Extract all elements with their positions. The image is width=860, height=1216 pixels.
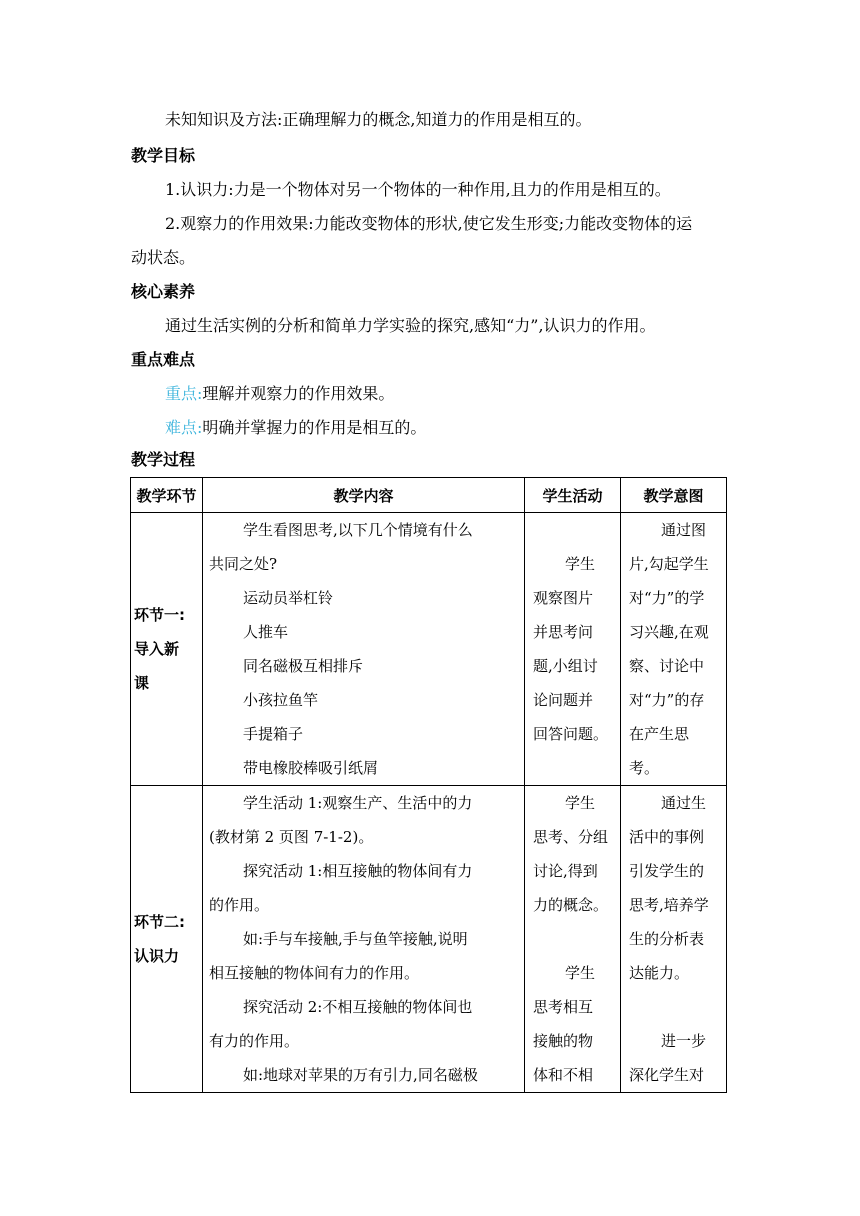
intent-line: 思考,培养学	[629, 896, 709, 914]
content-line: 学生看图思考,以下几个情境有什么	[243, 521, 473, 539]
objective-item-1: 1.认识力:力是一个物体对另一个物体的一种作用,且力的作用是相互的。	[165, 180, 671, 199]
intent-line: 达能力。	[629, 964, 690, 982]
intent-line: 通过生	[661, 794, 707, 812]
stage-text: 认识力	[134, 947, 180, 965]
content-line: (教材第 2 页图 7-1-2)。	[209, 828, 374, 846]
content-line: 共同之处?	[209, 555, 278, 573]
content-cell	[203, 786, 525, 1093]
content-line: 探究活动 1:相互接触的物体间有力	[243, 862, 473, 880]
table-row	[131, 786, 727, 1093]
intent-line: 考。	[629, 759, 660, 777]
activity-line: 学生	[565, 964, 596, 982]
activity-line: 体和不相	[533, 1066, 594, 1084]
stage-text: 环节二:	[134, 913, 185, 931]
intent-line: 在产生思	[629, 725, 690, 743]
header-intent: 教学意图	[621, 478, 727, 513]
activity-line: 并思考问	[533, 623, 594, 641]
intent-line: 进一步	[661, 1032, 707, 1050]
key-point-line	[131, 377, 731, 411]
content-line: 相互接触的物体间有力的作用。	[209, 964, 420, 982]
activity-line: 学生	[565, 555, 596, 573]
content-line: 的作用。	[209, 896, 270, 914]
intent-cell	[621, 786, 727, 1093]
content-line: 运动员举杠铃	[243, 589, 334, 607]
objective-item-2-line-1: 2.观察力的作用效果:力能改变物体的形状,使它发生形变;力能改变物体的运	[165, 214, 693, 233]
activity-line: 观察图片	[533, 589, 594, 607]
activity-cell	[525, 513, 621, 786]
difficult-point-label: 难点:	[165, 418, 203, 437]
content-line: 同名磁极互相排斥	[243, 657, 364, 675]
intent-line: 片,勾起学生	[629, 555, 709, 573]
content-line: 小孩拉鱼竿	[243, 691, 319, 709]
key-point-text: 理解并观察力的作用效果。	[202, 384, 395, 403]
activity-line: 讨论,得到	[533, 862, 598, 880]
header-activity: 学生活动	[525, 478, 621, 513]
activity-line: 力的概念。	[533, 896, 609, 914]
objectives-heading: 教学目标	[131, 146, 196, 165]
activity-line: 接触的物	[533, 1032, 594, 1050]
literacy-heading: 核心素养	[131, 282, 196, 301]
header-content: 教学内容	[203, 478, 525, 513]
activity-line: 思考、分组	[533, 828, 609, 846]
content-line: 如:地球对苹果的万有引力,同名磁极	[243, 1066, 478, 1084]
activity-line: 论问题并	[533, 691, 594, 709]
intent-line: 习兴趣,在观	[629, 623, 709, 641]
activity-cell	[525, 786, 621, 1093]
stage-text: 环节一:	[134, 606, 185, 624]
intent-line: 生的分析表	[629, 930, 705, 948]
intent-line: 通过图	[661, 521, 707, 539]
activity-line: 回答问题。	[533, 725, 609, 743]
content-line: 带电橡胶棒吸引纸屑	[243, 759, 379, 777]
key-points-heading: 重点难点	[131, 350, 196, 369]
table-row	[131, 513, 727, 786]
intent-line: 察、讨论中	[629, 657, 705, 675]
content-line: 有力的作用。	[209, 1032, 300, 1050]
content-line: 学生活动 1:观察生产、生活中的力	[243, 794, 473, 812]
intent-cell	[621, 513, 727, 786]
stage-text: 导入新	[134, 640, 180, 658]
teaching-process-table	[130, 477, 727, 1093]
activity-line: 思考相互	[533, 998, 594, 1016]
activity-line: 学生	[565, 794, 596, 812]
literacy-paragraph: 通过生活实例的分析和简单力学实验的探究,感知“力”,认识力的作用。	[165, 316, 656, 335]
table-header-row	[131, 478, 727, 513]
content-line: 手提箱子	[243, 725, 304, 743]
key-point-label: 重点:	[165, 384, 203, 403]
content-cell	[203, 513, 525, 786]
content-line: 人推车	[243, 623, 289, 641]
intent-line: 深化学生对	[629, 1066, 705, 1084]
intent-line: 对“力”的学	[629, 589, 705, 607]
intent-line: 引发学生的	[629, 862, 705, 880]
unknown-knowledge-paragraph: 未知知识及方法:正确理解力的概念,知道力的作用是相互的。	[165, 110, 592, 129]
stage-text: 课	[134, 674, 150, 692]
content-line: 如:手与车接触,手与鱼竿接触,说明	[243, 930, 468, 948]
intent-line: 活中的事例	[629, 828, 705, 846]
header-stage: 教学环节	[131, 478, 203, 513]
intent-line: 对“力”的存	[629, 691, 705, 709]
activity-line: 题,小组讨	[533, 657, 598, 675]
difficult-point-line	[131, 411, 731, 445]
process-heading: 教学过程	[131, 450, 196, 469]
stage-cell	[131, 786, 203, 1093]
difficult-point-text: 明确并掌握力的作用是相互的。	[202, 418, 427, 437]
content-line: 探究活动 2:不相互接触的物体间也	[243, 998, 473, 1016]
stage-cell	[131, 513, 203, 786]
objective-item-2-line-2: 动状态。	[131, 248, 196, 267]
